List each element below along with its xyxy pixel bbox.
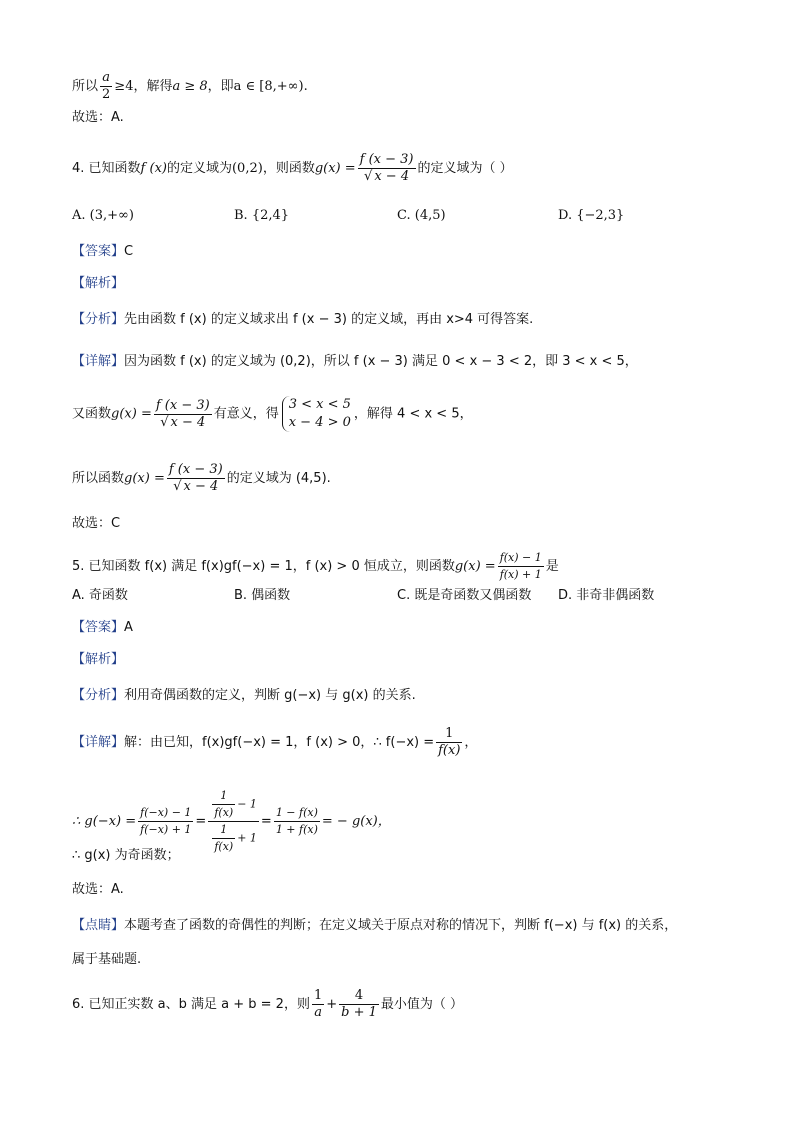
math: g(x) =	[124, 471, 165, 486]
answer-5	[72, 618, 133, 638]
analysis-heading-4: 【解析】	[72, 276, 125, 291]
numerator: 1	[436, 726, 462, 743]
text: 所以	[72, 79, 99, 94]
text: + 1	[237, 831, 257, 845]
numerator: 1	[212, 822, 235, 839]
sqrt-content: x − 4	[374, 169, 410, 184]
inequality-2: x − 4 > 0	[288, 415, 351, 430]
remark-5	[72, 916, 677, 936]
math: ∴ g(−x) =	[72, 814, 137, 829]
numerator	[208, 788, 259, 822]
denominator: f(x) + 1	[499, 568, 542, 581]
numerator: 1	[313, 988, 323, 1003]
answer-choice-3: 故选：A.	[72, 110, 124, 125]
text: 6. 已知正实数 a、b 满足 a + b = 2，则	[72, 997, 310, 1012]
remark-text: 本题考查了函数的奇偶性的判断；在定义域关于原点对称的情况下，判断 f(−x) 与 f(x) 的关系，	[124, 918, 678, 933]
answer-value: C	[124, 244, 134, 259]
text: 5. 已知函数 f(x) 满足 f(x)gf(−x) = 1，f (x) > 0 恒成立，则函数	[72, 559, 455, 574]
inner-fraction	[212, 788, 235, 821]
sqrt-content: x − 4	[170, 414, 206, 430]
text: ，则函数	[262, 161, 315, 176]
detail-text: 因为函数 f (x) 的定义域为 (0,2)，所以 f (x − 3) 满足 0 < x − 3 < 2，即 3 < x < 5，	[124, 354, 638, 369]
text: 的定义域为 (4,5).	[226, 471, 331, 486]
answer-choice-4: 故选：C	[72, 516, 121, 531]
denominator: a	[314, 1005, 322, 1020]
inequality-1: 3 < x < 5	[288, 397, 351, 412]
option-d: D. {−2,3}	[558, 208, 625, 223]
plus: +	[326, 997, 338, 1012]
detail-text: 解：由已知，f(x)gf(−x) = 1，f (x) > 0，∴ f(−x) =	[124, 735, 435, 750]
math: g(x) =	[111, 406, 152, 422]
math: g(x) =	[314, 161, 356, 176]
analysis-heading-5: 【解析】	[72, 652, 125, 667]
math: = − g(x)，	[321, 814, 391, 829]
denominator: f(x)	[214, 806, 234, 819]
numerator: 4	[339, 988, 379, 1005]
numerator: a	[100, 70, 112, 87]
fraction	[154, 398, 212, 431]
math: g(x) =	[454, 559, 496, 574]
text: ，	[464, 735, 478, 750]
numerator: f (x − 3)	[359, 152, 414, 167]
text: − 1	[237, 797, 257, 811]
question-4	[72, 152, 513, 185]
option-a: A. 奇函数	[72, 588, 128, 603]
numerator: f(−x) − 1	[138, 805, 193, 822]
option-a: A. (3,+∞)	[72, 208, 134, 223]
denominator: f(x)	[438, 743, 461, 758]
equals: =	[260, 814, 272, 829]
denominator: √ x − 4	[173, 479, 219, 494]
numerator: f (x − 3)	[155, 397, 210, 413]
text: ，即	[207, 79, 234, 94]
remark-tag: 【点睛】	[72, 918, 125, 933]
fraction	[436, 726, 462, 759]
question-6	[72, 988, 463, 1021]
fraction	[339, 988, 379, 1021]
option-d: D. 非奇非偶函数	[558, 588, 655, 603]
text: 最小值为（ ）	[380, 997, 464, 1012]
text: ，解得 4 < x < 5，	[353, 406, 473, 422]
text: 有意义，得	[213, 406, 279, 422]
denominator: f(−x) + 1	[140, 823, 192, 836]
text: 的定义域为（ ）	[417, 161, 513, 176]
detail-5-derivation	[72, 788, 391, 855]
detail-tag: 【详解】	[72, 354, 125, 369]
math: f (x)	[140, 161, 167, 176]
numerator: f(x) − 1	[498, 550, 544, 567]
analysis-text: 先由函数 f (x) 的定义域求出 f (x − 3) 的定义域，再由 x>4 可得答案.	[124, 312, 534, 327]
compound-fraction	[208, 788, 259, 855]
detail-tag: 【详解】	[72, 735, 125, 750]
denominator: √ x − 4	[364, 169, 410, 184]
option-c: C. 既是奇函数又偶函数	[397, 588, 532, 603]
analysis-tag: 【分析】	[72, 312, 125, 327]
detail-5	[72, 726, 477, 759]
equals: =	[195, 814, 207, 829]
answer-tag: 【答案】	[72, 244, 125, 259]
text: 又函数	[72, 406, 112, 422]
detail-4-line2	[72, 396, 473, 432]
denominator	[208, 822, 259, 855]
denominator: f(x)	[214, 840, 234, 853]
numerator: 1	[212, 788, 235, 805]
denominator: 2	[102, 87, 111, 102]
math: (0,2)	[231, 161, 263, 176]
odd-conclusion: ∴ g(x) 为奇函数；	[72, 848, 180, 863]
analysis-text: 利用奇偶函数的定义，判断 g(−x) 与 g(x) 的关系.	[124, 688, 416, 703]
text: 是	[545, 559, 559, 574]
text: 所以函数	[72, 471, 125, 486]
line-conclusion-3	[72, 70, 308, 103]
fraction	[167, 462, 225, 495]
fraction	[358, 152, 416, 185]
answer-choice-5: 故选：A.	[72, 882, 124, 897]
answer-value: A	[124, 620, 133, 635]
answer-4	[72, 242, 133, 262]
inequality-system	[282, 396, 351, 432]
detail-4	[72, 352, 638, 372]
denominator: √ x − 4	[160, 414, 206, 430]
fraction	[312, 988, 324, 1021]
denominator: b + 1	[341, 1005, 377, 1020]
analysis-5	[72, 686, 416, 706]
inner-fraction	[212, 822, 235, 855]
text: 4. 已知函数	[72, 161, 141, 176]
sqrt-content: x − 4	[183, 479, 219, 494]
denominator: 1 + f(x)	[275, 823, 318, 836]
math: a ≥ 8	[172, 79, 208, 94]
fraction	[498, 550, 544, 583]
analysis-tag: 【分析】	[72, 688, 125, 703]
detail-4-line3	[72, 462, 331, 495]
numerator: 1 − f(x)	[274, 805, 320, 822]
remark-5-line2: 属于基础题.	[72, 952, 142, 967]
fraction	[100, 70, 112, 103]
fraction	[138, 805, 193, 838]
option-b: B. 偶函数	[234, 588, 291, 603]
text: ≥4，解得	[114, 79, 173, 94]
option-b: B. {2,4}	[234, 208, 290, 223]
analysis-4	[72, 310, 533, 330]
fraction	[274, 805, 320, 838]
numerator: f (x − 3)	[168, 462, 223, 477]
text: 的定义域为	[166, 161, 232, 176]
question-5	[72, 550, 559, 583]
math: a ∈ [8,+∞).	[233, 79, 308, 94]
option-c: C. (4,5)	[397, 208, 446, 223]
answer-tag: 【答案】	[72, 620, 125, 635]
